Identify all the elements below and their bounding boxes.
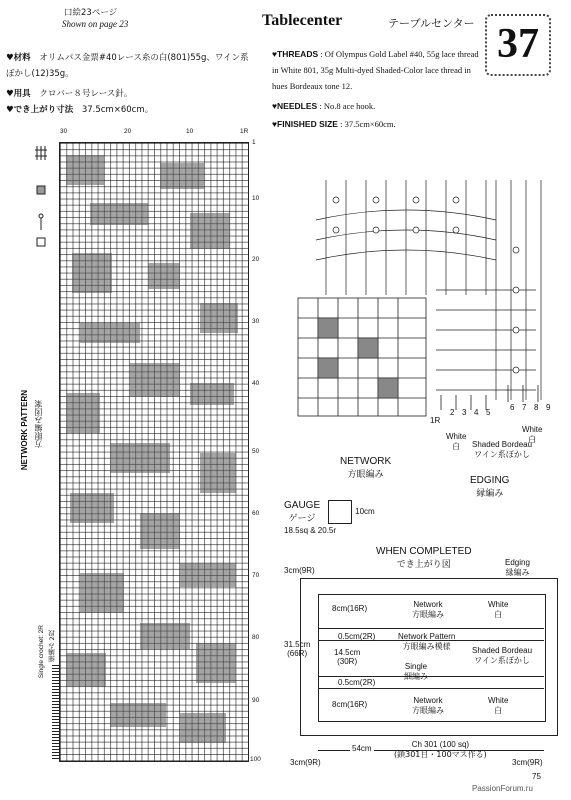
chart-row-number: 100 <box>250 756 261 763</box>
needles-text-en: : No.8 ace hook. <box>319 101 376 111</box>
gauge-label-jp: ゲージ <box>288 514 316 524</box>
needles-label-en: ♥NEEDLES <box>272 101 318 111</box>
threads-text-jp: オリムパス金票#40レース糸の白(801)55g、ワイン系ぼかし(12)35g。 <box>6 53 249 79</box>
single-crochet-band <box>52 665 59 760</box>
net-top-size: 8cm(16R) <box>332 604 368 613</box>
chart-side-label-en: NETWORK PATTERN <box>20 390 29 471</box>
edging-row-label: 3 <box>462 408 467 417</box>
chart-row-number: 70 <box>252 572 260 579</box>
height-label <box>284 640 310 658</box>
edging-row-label: 8 <box>534 403 539 412</box>
single-en: Single <box>404 662 428 671</box>
network-heading-en: NETWORK <box>340 456 392 467</box>
net-bot-jp: 方眼編み <box>412 706 444 715</box>
diagram-shaded-en: Shaded Bordeau <box>472 440 533 449</box>
size-text-jp: 37.5cm×60cm。 <box>81 105 154 115</box>
diagram-white-jp-2: 白 <box>528 435 537 444</box>
threads-text-en: : Of Olympus Gold Label #40, 55g lace thread in White 801, 35g Multi-dyed Shaded-Color lace thread in hues Bordeaux tone 12. <box>272 49 479 91</box>
size-label-jp: ♥でき上がり寸法 <box>6 105 74 115</box>
page-title-jp: テーブルセンター <box>388 17 475 30</box>
net-bot-size: 8cm(16R) <box>332 700 368 709</box>
stitch-diagram <box>296 170 551 420</box>
shaded-label <box>472 646 532 666</box>
pattern-en: Network Pattern <box>398 632 456 641</box>
pattern-label <box>398 632 455 652</box>
chart-top-number: 10 <box>186 128 194 135</box>
chart-row-number: 10 <box>252 195 260 202</box>
symbol-key <box>33 146 49 256</box>
chart-row-number: 40 <box>252 380 260 387</box>
edging-row-label: 9 <box>546 403 551 412</box>
shaded-jp: ワイン系ぼかし <box>474 656 530 665</box>
single-crochet-label-jp: 細編み 2段 <box>48 630 56 663</box>
net-top-label <box>412 600 444 620</box>
page-number: 75 <box>532 772 541 781</box>
threads-label-jp: ♥材料 <box>6 53 31 63</box>
diagram-white-label-2 <box>522 425 542 445</box>
net-bot-label <box>412 696 444 716</box>
net-top-jp: 方眼編み <box>412 610 444 619</box>
network-heading <box>340 456 391 480</box>
network-pattern-chart <box>59 142 249 762</box>
edging-row-label: 4 <box>474 408 479 417</box>
size-label-en: ♥FINISHED SIZE <box>272 119 338 129</box>
watermark: PassionForum.ru <box>472 784 533 793</box>
needles-label-jp: ♥用具 <box>6 89 31 99</box>
single-label <box>404 662 428 682</box>
single-jp: 細編み <box>404 672 428 681</box>
completed-heading <box>376 546 472 570</box>
edging-heading <box>470 475 509 499</box>
materials-jp <box>6 50 256 118</box>
diagram-white-label <box>446 432 466 452</box>
height-value: 31.5cm <box>284 640 311 649</box>
shaded-en: Shaded Bordeau <box>472 646 533 655</box>
bottom-margin-left: 3cm(9R) <box>290 758 321 767</box>
completed-edging-en: Edging <box>505 558 530 567</box>
network-heading-jp: 方眼編み <box>347 470 384 480</box>
completed-edging-label <box>505 558 530 578</box>
white-top-jp: 白 <box>494 610 503 619</box>
size-text-en: : 37.5cm×60cm. <box>340 119 396 129</box>
diagram-shaded-jp: ワイン系ぼかし <box>474 450 530 459</box>
completed-title-jp: でき上がり図 <box>396 560 451 570</box>
height-rows: (66R) <box>287 649 308 658</box>
width-label: 54cm <box>352 744 372 753</box>
chart-row-number: 20 <box>252 256 260 263</box>
pattern-jp: 方眼編み模様 <box>402 642 451 651</box>
chain-count: Ch 301 (100 sq) <box>411 740 470 749</box>
chart-row-number: 80 <box>252 634 260 641</box>
edging-row-label: 2 <box>450 408 455 417</box>
edging-heading-jp: 縁編み <box>476 489 504 499</box>
chart-top-number: 1R <box>240 128 249 135</box>
diagram-white-en: White <box>446 432 467 441</box>
white-bot-en: White <box>488 696 509 705</box>
band-line <box>318 688 544 689</box>
white-bot-label <box>488 696 508 716</box>
white-top-en: White <box>488 600 509 609</box>
bottom-margin-right: 3cm(9R) <box>512 758 543 767</box>
single-crochet-label: Single crochet: 2R <box>38 625 45 679</box>
net-bot-en: Network <box>413 696 443 705</box>
edging-row-label: 1R <box>430 416 441 425</box>
white-top-label <box>488 600 508 620</box>
page-title: Tablecenter <box>262 12 343 29</box>
chart-side-label-jp: 方眼編み図案 <box>34 400 43 448</box>
page-ref-en: Shown on page 23 <box>62 19 129 29</box>
edging-row-label: 6 <box>510 403 515 412</box>
band-line <box>318 676 544 677</box>
pattern-number: 37 <box>497 21 539 67</box>
completed-edging-jp: 縁編み <box>505 568 530 577</box>
gauge <box>284 500 375 535</box>
gauge-square <box>328 500 375 524</box>
chart-row-number: 50 <box>252 448 260 455</box>
chain-label <box>394 740 487 760</box>
band1-label: 0.5cm(2R) <box>338 632 376 641</box>
chain-count-jp: (鎖301目・100マス作る) <box>394 750 487 759</box>
page-ref-jp: 口絵23ページ <box>64 8 118 18</box>
chart-top-number: 30 <box>60 128 68 135</box>
diagram-white-en-2: White <box>522 425 543 434</box>
chart-row-number: 60 <box>252 510 260 517</box>
edging-row-label: 5 <box>486 408 491 417</box>
chart-row-number: 90 <box>252 697 260 704</box>
top-margin-label: 3cm(9R) <box>284 566 315 575</box>
band2-label: 0.5cm(2R) <box>338 678 376 687</box>
edging-heading-en: EDGING <box>470 475 510 486</box>
gauge-size: 10cm <box>355 507 375 516</box>
center-size-rows: (30R) <box>337 657 358 666</box>
center-size-value: 14.5cm <box>334 648 361 657</box>
diagram-white-jp: 白 <box>452 442 461 451</box>
needles-text-jp: クロバー８号レース針。 <box>39 89 133 99</box>
chart-row-number: 30 <box>252 318 260 325</box>
threads-label-en: ♥THREADS <box>272 49 319 59</box>
net-top-en: Network <box>413 600 443 609</box>
gauge-label-en: GAUGE <box>284 500 321 511</box>
center-size <box>334 648 360 666</box>
chart-top-number: 20 <box>124 128 132 135</box>
materials-en <box>272 46 484 132</box>
completed-title-en: WHEN COMPLETED <box>376 546 472 557</box>
gauge-count: 18.5sq & 20.5r <box>284 526 337 535</box>
white-bot-jp: 白 <box>494 706 503 715</box>
pattern-number-badge <box>485 14 551 76</box>
chart-row-number: 1 <box>252 139 256 146</box>
edging-row-label: 7 <box>522 403 527 412</box>
band-line <box>318 628 544 629</box>
